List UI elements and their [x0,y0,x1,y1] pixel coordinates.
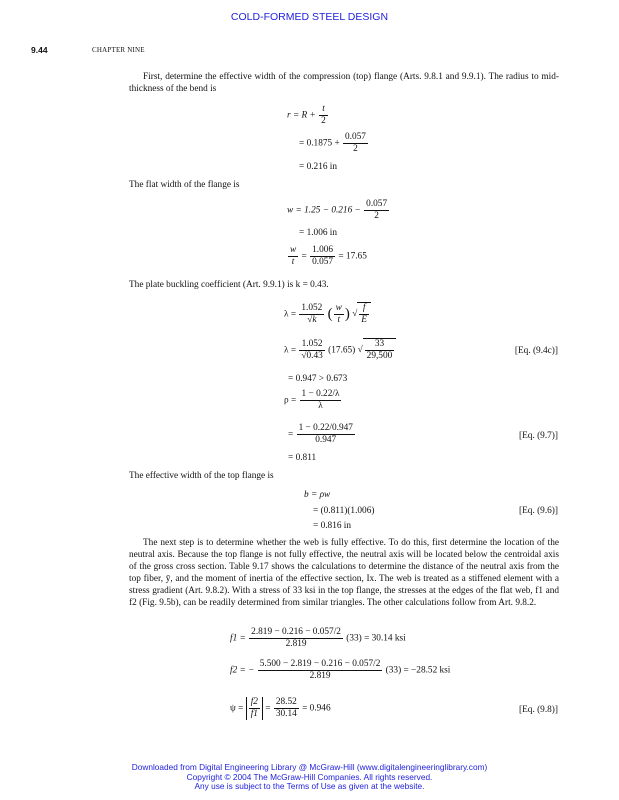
eq-f1: f1 = $\frac{2.819 - 0.216 - 0.057/2}{2.819}$ (33) = 30.14 ksi [230,627,406,649]
paragraph-2: The flat width of the flange is [129,180,240,190]
eq-rho-numeric: = $\frac{1 - 0.22/0.947}{0.947}$ [288,423,353,445]
eq-r-2: = 0.1875 + $\frac{0.057}{2}$ [299,132,366,154]
eq-ref-9-7: [Eq. (9.7)] [519,431,558,441]
paragraph-1: First, determine the effective width of the compression (top) flange (Arts. 9.8.1 and 9.9.1). The radius to mid-thickness of the bend is [129,72,559,94]
eq-ref-9-6: [Eq. (9.6)] [519,506,558,516]
eq-rho-formula: ρ = $\frac{1 - 0.22/\lambda}{\lambda}$ [284,389,340,411]
eq-w-2: = 1.006 in [299,228,338,238]
eq-psi: ψ = $\frac{f2}{f1}$ = $\frac{28.52}{30.14}$ = 0.946 [230,697,331,719]
chapter-label: CHAPTER NINE [92,46,145,54]
eq-r-3: = 0.216 in [299,162,338,172]
paragraph-3: The plate buckling coefficient (Art. 9.9.1) is k = 0.43. [129,280,329,290]
footer-terms: Any use is subject to the Terms of Use as given at the website. [194,781,425,792]
eq-lambda-numeric: λ = $\frac{1.052}{√0.43}$ (17.65) √ $\frac{33}{29,500}$ [284,338,396,362]
footer-download-link[interactable]: Downloaded from Digital Engineering Library @ McGraw-Hill (www.digitalengineeringlibrary.com) [131,762,488,772]
paragraph-5: The next step is to determine whether the web is fully effective. To do this, first determine the location of the neutral axis. Because the top flange is not fully effective, the neutral axis will be located below the centroidal axis of the gross cross section. Table 9.17 shows the calculations to determine the distance of the neutral axis from the top fiber, ȳ, and the moment of inertia of the effective section, Ix. The web is treated as a stiffened element with a stress gradient (Art. 9.8.2). With a stress of 33 ksi in the top flange, the stresses at the edges of the flat web, f1 and f2 (Fig. 9.5b), can be readily determined from similar triangles. The other calculations follow from Art. 9.8.2. [129,538,559,608]
page-number: 9.44 [31,45,48,55]
eq-b-3: = 0.816 in [313,521,352,531]
eq-b-2: = (0.811)(1.006) [313,506,375,516]
eq-ref-9-4c: [Eq. (9.4c)] [514,346,558,356]
eq-rho-result: = 0.811 [288,453,317,463]
eq-lambda-formula: λ = $\frac{1.052}{√k}$ ( $\frac{w}{t}$ ) √ $\frac{f}{E}$ [284,302,371,326]
eq-f2: f2 = − $\frac{5.500 - 2.819 - 0.216 - 0.057/2}{2.819}$ (33) = −28.52 ksi [230,659,451,681]
eq-b-1: b = ρw [304,490,331,500]
eq-w-1: w = 1.25 − 0.216 − $\frac{0.057}{2}$ [287,199,388,221]
eq-r-1: r = R + $\frac{t}{2}$ [287,104,326,126]
eq-lambda-result: = 0.947 > 0.673 [288,374,348,384]
eq-ref-9-8: [Eq. (9.8)] [519,705,558,715]
footer [0,763,619,792]
paragraph-4: The effective width of the top flange is [129,471,274,481]
running-header-title: COLD-FORMED STEEL DESIGN [230,11,389,23]
footer-copyright: Copyright © 2004 The McGraw-Hill Companies. All rights reserved. [186,771,433,782]
eq-w-over-t: $\frac{w}{t}$ = $\frac{1.006}{0.057}$ = 17.65 [290,245,367,267]
